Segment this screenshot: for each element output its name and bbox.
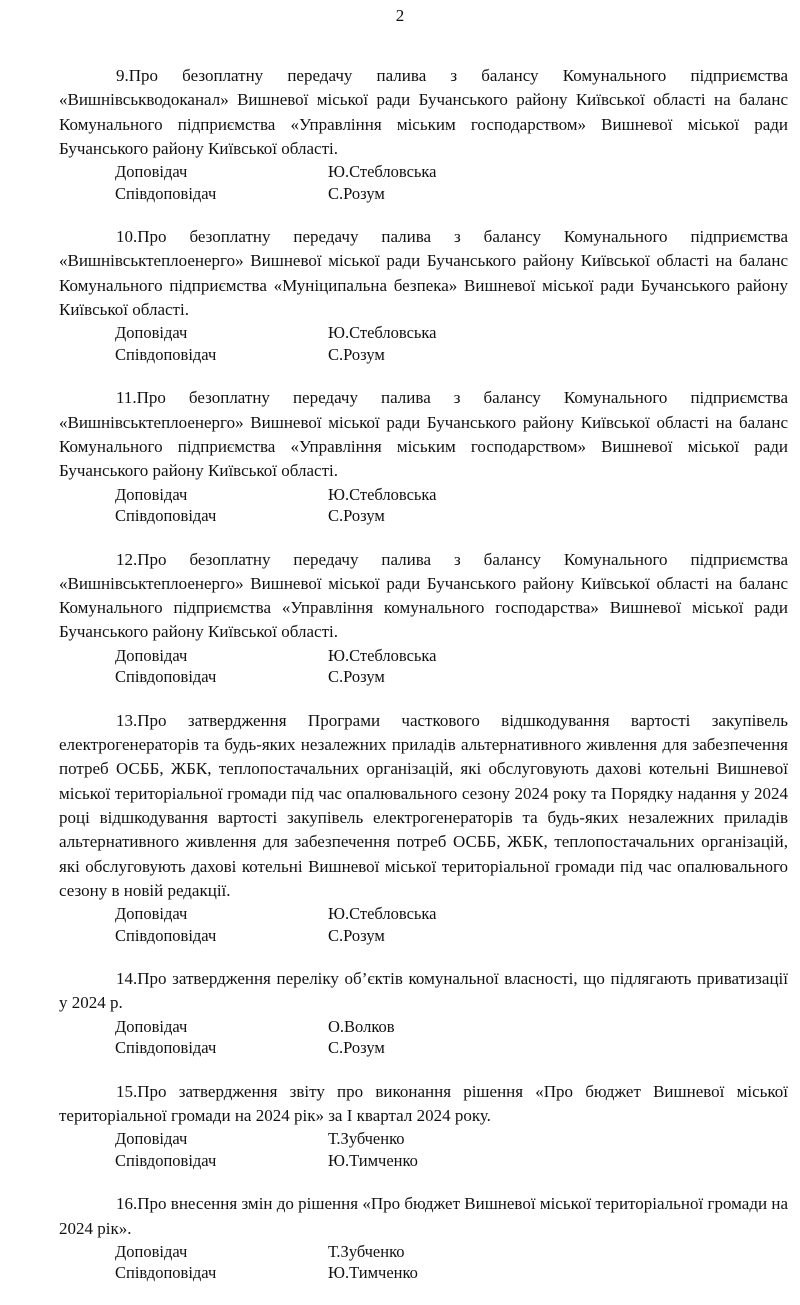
reporter-row: [0, 645, 800, 667]
reporter-row: [0, 161, 800, 183]
agenda-item-text: 11.Про безоплатну передачу палива з балансу Комунального підприємства «Вишнівськтеплоенерго» Вишневої міської ради Бучанського району Київської області на баланс Комунального підприємства «Управління міським господарством» Вишневої міської ради Бучанського району Київської області.: [59, 388, 788, 481]
agenda-item-text: 13.Про затвердження Програми часткового відшкодування вартості закупівель електрогенераторів та будь-яких незалежних приладів альтернативного живлення для забезпечення потреб ОСББ, ЖБК, теплопостачальних організацій, які обслуговують дахові котельні Вишневої міської територіальної громади під час опалювального сезону 2024 року та Порядку надання у 2024 році відшкодування вартості закупівель електрогенераторів та будь-яких незалежних приладів альтернативного живлення для забезпечення потреб ОСББ, ЖБК, теплопостачальних організацій, які обслуговують дахові котельні Вишневої міської територіальної громади під час опалювального сезону в новій редакції.: [59, 710, 788, 900]
coreporter-name: Ю.Тимченко: [328, 1263, 418, 1283]
reporter-row: [0, 1016, 800, 1038]
agenda-list: [0, 64, 800, 1305]
coreporter-row: [0, 505, 800, 527]
reporter-name: Т.Зубченко: [328, 1241, 405, 1261]
reporter-row: [0, 322, 800, 344]
reporter-label: Доповідач: [115, 1241, 188, 1261]
coreporter-name: С.Розум: [328, 1038, 385, 1058]
agenda-item-14: [0, 967, 800, 1059]
agenda-item-text: 14.Про затвердження переліку об’єктів комунальної власності, що підлягають приватизації у 2024 р.: [59, 969, 788, 1013]
reporter-name: Ю.Стебловська: [328, 484, 437, 504]
coreporter-name: С.Розум: [328, 344, 385, 364]
coreporter-label: Співдоповідач: [115, 667, 217, 687]
reporter-name: Ю.Стебловська: [328, 162, 437, 182]
coreporter-label: Співдоповідач: [115, 925, 217, 945]
coreporter-label: Співдоповідач: [115, 506, 217, 526]
agenda-item-10: [0, 225, 800, 365]
coreporter-name: С.Розум: [328, 183, 385, 203]
coreporter-row: [0, 344, 800, 366]
reporter-label: Доповідач: [115, 162, 188, 182]
reporter-row: [0, 1241, 800, 1263]
coreporter-row: [0, 666, 800, 688]
coreporter-row: [0, 1262, 800, 1284]
coreporter-row: [0, 1037, 800, 1059]
agenda-item-text: 9.Про безоплатну передачу палива з балансу Комунального підприємства «Вишнівськводоканал» Вишневої міської ради Бучанського району Київської області на баланс Комунального підприємства «Управління міським господарством» Вишневої міської ради Бучанського району Київської області.: [59, 66, 788, 158]
reporter-row: [0, 484, 800, 506]
coreporter-row: [0, 925, 800, 947]
coreporter-row: [0, 183, 800, 205]
reporter-row: [0, 1128, 800, 1150]
coreporter-label: Співдоповідач: [115, 1263, 217, 1283]
reporter-label: Доповідач: [115, 1016, 188, 1036]
coreporter-name: Ю.Тимченко: [328, 1150, 418, 1170]
reporter-label: Доповідач: [115, 645, 188, 665]
agenda-item-text: 16.Про внесення змін до рішення «Про бюджет Вишневої міської територіальної громади на 2024 рік».: [59, 1194, 788, 1238]
coreporter-label: Співдоповідач: [115, 344, 217, 364]
reporter-name: О.Волков: [328, 1016, 395, 1036]
reporter-row: [0, 903, 800, 925]
reporter-name: Ю.Стебловська: [328, 904, 437, 924]
agenda-item-15: [0, 1080, 800, 1172]
agenda-item-text: 12.Про безоплатну передачу палива з балансу Комунального підприємства «Вишнівськтеплоенерго» Вишневої міської ради Бучанського району Київської області на баланс Комунального підприємства «Управління комунального господарства» Вишневої міської ради Бучанського району Київської області.: [59, 549, 788, 642]
coreporter-label: Співдоповідач: [115, 1038, 217, 1058]
agenda-item-9: [0, 64, 800, 204]
coreporter-label: Співдоповідач: [115, 1150, 217, 1170]
agenda-item-12: [0, 548, 800, 688]
page-number: 2: [395, 6, 405, 25]
agenda-item-text: 10.Про безоплатну передачу палива з балансу Комунального підприємства «Вишнівськтеплоенерго» Вишневої міської ради Бучанського району Київської області на баланс Комунального підприємства «Муніципальна безпека» Вишневої міської ради Бучанського району Київської області.: [59, 227, 788, 320]
agenda-item-text: 15.Про затвердження звіту про виконання рішення «Про бюджет Вишневої міської територіальної громади на 2024 рік» за I квартал 2024 року.: [59, 1081, 788, 1126]
reporter-name: Т.Зубченко: [328, 1129, 405, 1149]
coreporter-name: С.Розум: [328, 925, 385, 945]
coreporter-name: С.Розум: [328, 667, 385, 687]
agenda-item-13: [0, 709, 800, 946]
agenda-item-11: [0, 386, 800, 526]
reporter-name: Ю.Стебловська: [328, 323, 437, 343]
reporter-label: Доповідач: [115, 1129, 188, 1149]
reporter-label: Доповідач: [115, 484, 188, 504]
reporter-label: Доповідач: [115, 323, 188, 343]
reporter-name: Ю.Стебловська: [328, 645, 437, 665]
reporter-label: Доповідач: [115, 904, 188, 924]
coreporter-row: [0, 1150, 800, 1172]
coreporter-label: Співдоповідач: [115, 183, 217, 203]
coreporter-name: С.Розум: [328, 506, 385, 526]
agenda-item-16: [0, 1192, 800, 1284]
